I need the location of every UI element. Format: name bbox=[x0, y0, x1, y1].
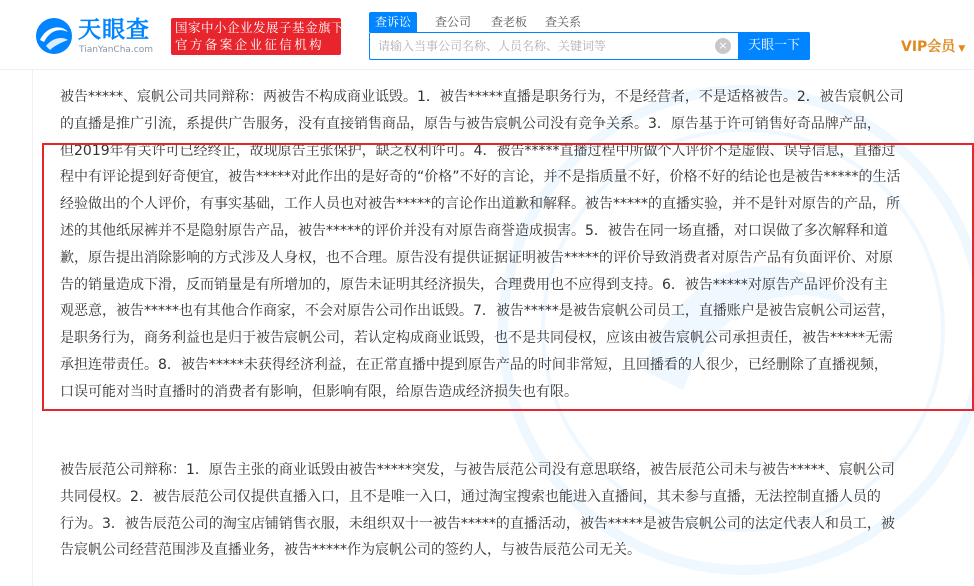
site-logo[interactable] bbox=[34, 14, 164, 58]
text-line: 被告辰范公司辩称：1．原告主张的商业诋毁由被告*****突发，与被告辰范公司没有意思联络，被告辰范公司未与被告*****、宸帆公司 bbox=[60, 462, 895, 478]
text-line: 述的其他纸尿裤并不是隐射原告产品，被告*****的评价并没有对原告商誉造成损害。5．被告在同一场直播，对口误做了多次解释和道 bbox=[60, 222, 888, 239]
logo-domain: TianYanCha.com bbox=[79, 45, 154, 55]
text-line: 但2019年有关许可已经终止，故现原告主张保护，缺乏权利许可。4．被告*****直播过程中所做个人评价不是虚假、误导信息，直播过 bbox=[60, 142, 896, 159]
tab-lawsuit[interactable]: 查诉讼 bbox=[369, 12, 417, 32]
logo-name: 天眼查 bbox=[78, 17, 150, 43]
text-line: 经验做出的个人评价，有事实基础，工作人员也对被告*****的言论作出道歉和解释。被告*****的直播实验，并不是针对原告的产品，所 bbox=[60, 196, 900, 213]
text-line: 承担连带责任。8．被告*****未获得经济利益，在正常直播中提到原告产品的时间非常短，且回播看的人很少，已经删除了直播视频， bbox=[60, 356, 888, 373]
text-line: 被告*****、宸帆公司共同辩称：两被告不构成商业诋毁。1．被告*****直播是职务行为，不是经营者，不是适格被告。2．被告宸帆公司 bbox=[60, 89, 904, 105]
search-button[interactable]: 天眼一下 bbox=[738, 32, 810, 60]
eye-logo-icon bbox=[34, 16, 74, 56]
text-line: 口误可能对当时直播时的消费者有影响，但影响有限，给原告造成经济损失也有限。 bbox=[60, 383, 578, 400]
judgment-content bbox=[32, 70, 974, 586]
text-line: 是职务行为，商务利益也是归于被告宸帆公司，若认定构成商业诋毁，也不是共同侵权，应该由被告宸帆公司承担责任，被告*****无需 bbox=[60, 330, 893, 347]
text-line: 歉，原告提出消除影响的方式涉及人身权，也不合理。原告没有提供证据证明被告*****的评价导致消费者对原告产品有负面评价、对原 bbox=[60, 249, 893, 266]
text-line: 告宸帆公司经营范围涉及直播业务，被告*****作为宸帆公司的签约人，与被告辰范公司无关。 bbox=[60, 542, 641, 559]
official-banner bbox=[171, 18, 345, 55]
site-header bbox=[0, 0, 974, 70]
tab-relation[interactable]: 查关系 bbox=[545, 15, 582, 29]
text-line: 行为。3．被告辰范公司的淘宝店铺销售衣服，未组织双十一被告*****的直播活动，被告*****是被告宸帆公司的法定代表人和员工，被 bbox=[60, 515, 895, 532]
text-line: 共同侵权。2．被告辰范公司仅提供直播入口，且不是唯一入口，通过淘宝搜索也能进入直播间，其未参与直播，无法控制直播人员的 bbox=[60, 488, 881, 505]
vip-label: VIP会员 bbox=[901, 39, 956, 55]
text-line: 程中有评论提到好奇便宜，被告*****对此作出的是好奇的“价格”不好的言论，并不是指质量不好，价格不好的结论也是被告*****的生活 bbox=[60, 169, 901, 186]
clear-icon[interactable]: × bbox=[715, 38, 731, 54]
defendant-argument-paragraph-1 bbox=[60, 84, 947, 406]
text-line: 告的销量造成下滑，反而销量是有所增加的，原告未证明其经济损失，合理费用也不应得到支持。6．被告*****对原告产品评价没有主 bbox=[60, 276, 888, 293]
tab-boss[interactable]: 查老板 bbox=[491, 15, 528, 29]
text-line: 观恶意，被告*****也有其他合作商家，不会对原告公司作出诋毁。7．被告*****是被告宸帆公司员工，直播账户是被告宸帆公司运营， bbox=[60, 303, 895, 320]
chevron-down-icon: ▼ bbox=[958, 44, 966, 54]
search-input[interactable] bbox=[370, 33, 730, 59]
defendant-argument-paragraph-2 bbox=[60, 457, 947, 564]
vip-menu[interactable] bbox=[901, 36, 965, 56]
banner-line-1: 国家中小企业发展子基金旗下 bbox=[175, 20, 345, 35]
banner-line-2: 官方备案企业征信机构 bbox=[175, 37, 325, 52]
text-line: 的直播是推广引流，系提供广告服务，没有直接销售商品，原告与被告宸帆公司没有竞争关系。3．原告基于许可销售好奇品牌产品， bbox=[60, 115, 881, 132]
search-box bbox=[369, 32, 810, 60]
tab-company[interactable]: 查公司 bbox=[435, 15, 472, 29]
